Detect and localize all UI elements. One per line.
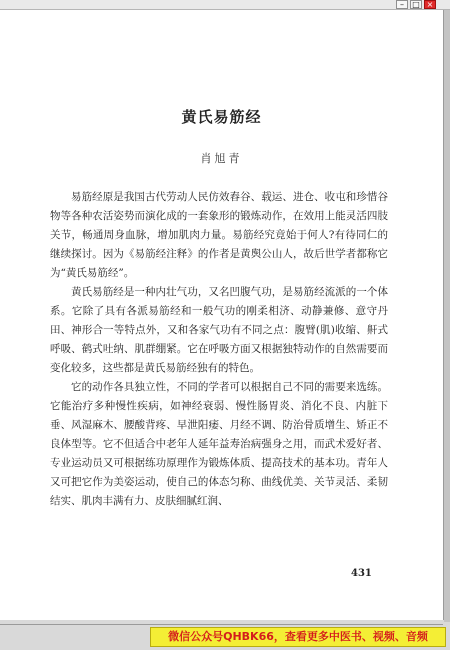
maximize-button[interactable]: □ bbox=[410, 0, 422, 9]
paragraph: 它的动作各具独立性，不同的学者可以根据自己不同的需要来选练。它能治疗多种慢性疾病，如神经衰弱、慢性肠胃炎、消化不良、内脏下垂、风湿麻木、腰酸背疼、早泄阳痿、月经不调、防治骨质增生、矫正不良体型等。它不但适合中老年人延年益寿治病强身之用，而武术爱好者、专业运动员又可根据练功原理作为锻炼体质、提高技术的基本功。青年人又可把它作为美姿运动，使自己的体态匀称、曲线优美、关节灵活、柔韧结实、肌肉丰满有力、皮肤细腻红润、 bbox=[50, 381, 388, 507]
page-number: 431 bbox=[351, 568, 372, 579]
minimize-button[interactable]: – bbox=[396, 0, 408, 9]
vertical-scrollbar[interactable] bbox=[444, 10, 450, 622]
document-page bbox=[0, 10, 443, 620]
article-body bbox=[50, 188, 388, 511]
author-name: 肖旭青 bbox=[200, 152, 243, 165]
window-title-bar bbox=[0, 0, 450, 10]
promo-banner: 微信公众号QHBK66，查看更多中医书、视频、音频 bbox=[150, 627, 446, 647]
page-title: 黄氏易筋经 bbox=[181, 108, 262, 126]
page-bottom-rule bbox=[0, 624, 443, 625]
paragraph: 黄氏易筋经是一种内壮气功，又名凹腹气功，是易筋经流派的一个体系。它除了具有各派易筋经和一般气功的刚柔相济、动静兼修、意守丹田、神形合一等特点外，又和各家气功有不同之点：腹臂(肌)收缩、鼾式呼吸、鹤式吐纳、肌群绷紧。它在呼吸方面又根据独特动作的自然需要而变化较多，这些都是黄氏易筋经独有的特色。 bbox=[50, 286, 388, 374]
close-button[interactable]: × bbox=[424, 0, 436, 9]
paragraph: 易筋经原是我国古代劳动人民仿效舂谷、载运、进仓、收屯和珍惜谷物等各种农活姿势而演化成的一套象形的锻炼动作，在效用上能灵活四肢关节，畅通周身血脉，增加肌肉力量。易筋经究竟始于何人?有待同仁的继续探讨。因为《易筋经注释》的作者是黄舆公山人，故后世学者都称它为“黄氏易筋经”。 bbox=[50, 191, 388, 279]
